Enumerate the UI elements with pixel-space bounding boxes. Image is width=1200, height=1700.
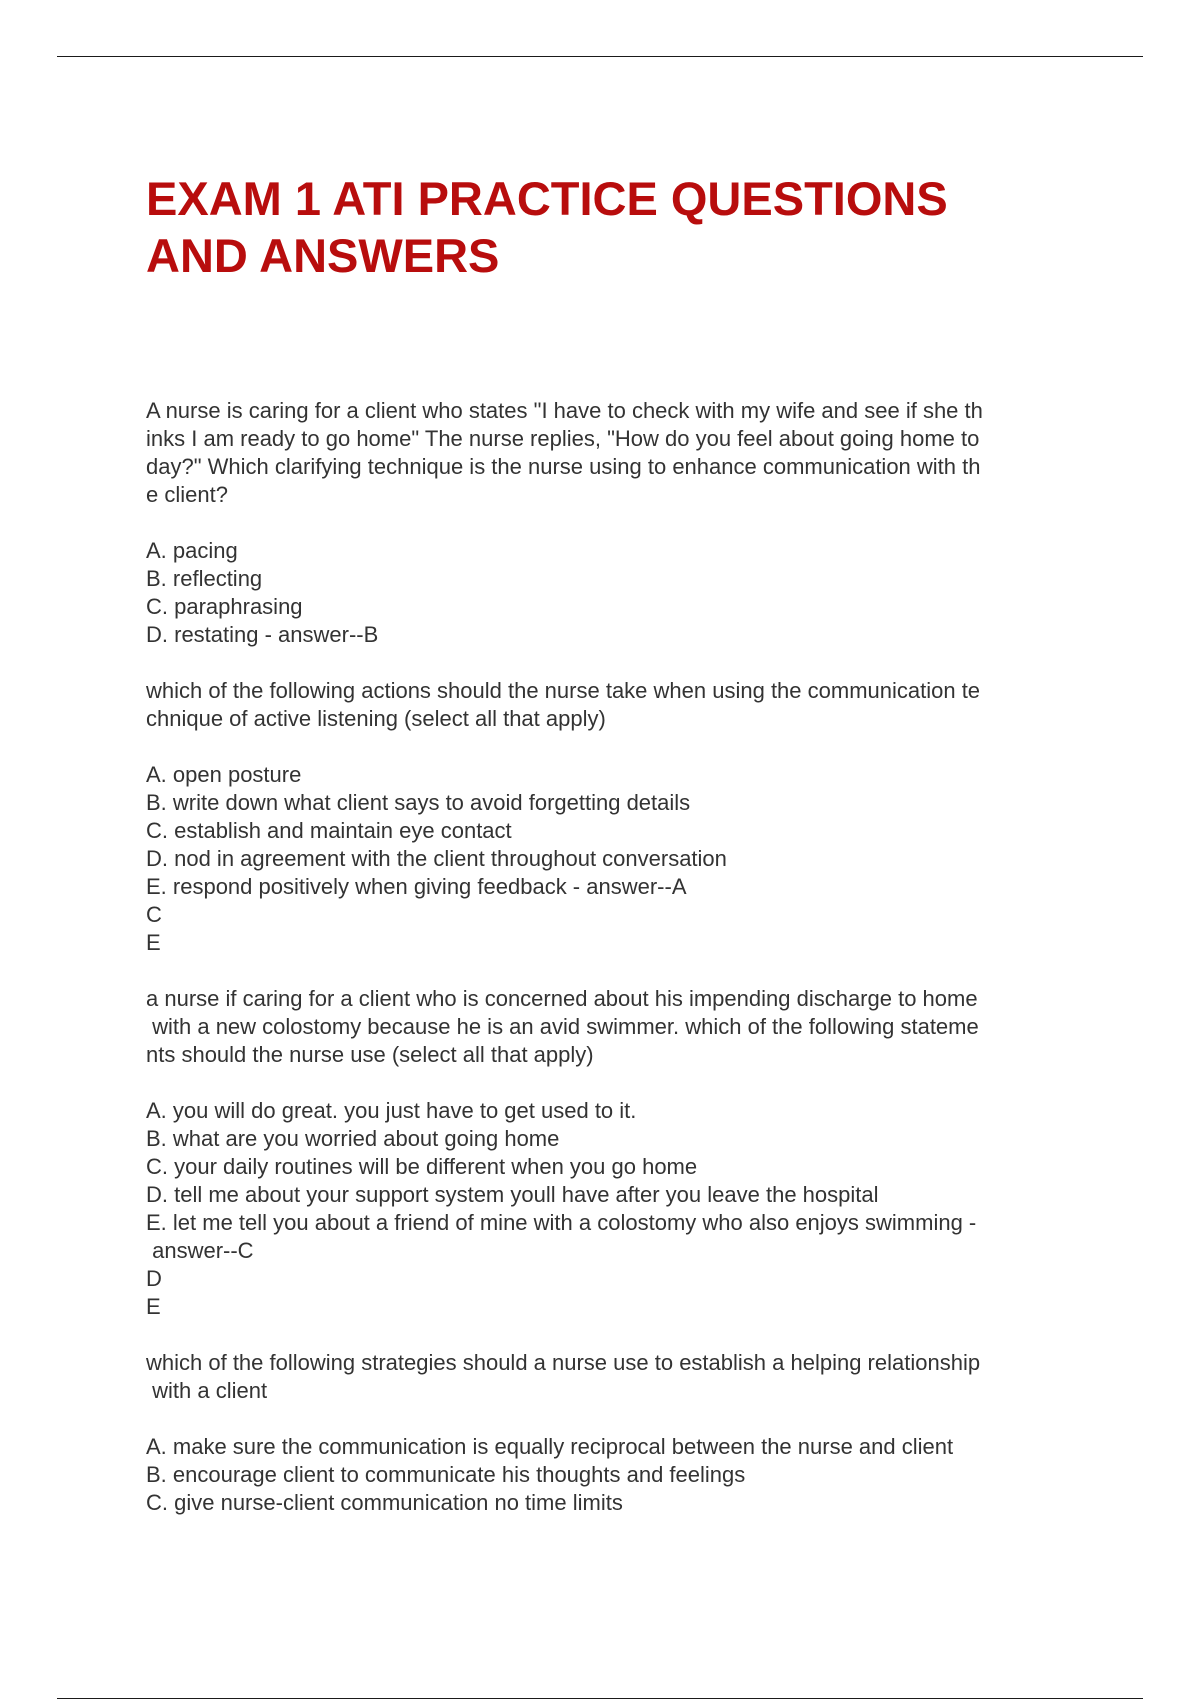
title-line: AND ANSWERS <box>146 229 500 282</box>
option-line: D <box>146 1266 162 1291</box>
text-line: with a client <box>146 1378 268 1403</box>
option-line: C. paraphrasing <box>146 594 303 619</box>
text-line: which of the following strategies should a nurse use to establish a helping relationship <box>146 1350 981 1375</box>
option-line: E <box>146 1294 161 1319</box>
option-line: C. your daily routines will be different when you go home <box>146 1154 698 1179</box>
text-line: inks I am ready to go home" The nurse replies, "How do you feel about going home to <box>146 426 980 451</box>
option-line: C. give nurse-client communication no time limits <box>146 1490 623 1515</box>
option-line: D. restating - answer--B <box>146 622 379 647</box>
question-stem <box>146 1349 1066 1405</box>
question-stem <box>146 397 1066 509</box>
question-stem <box>146 677 1066 733</box>
document-body <box>146 397 1066 1545</box>
text-line: e client? <box>146 482 228 507</box>
option-line: D. nod in agreement with the client throughout conversation <box>146 846 727 871</box>
text-line: with a new colostomy because he is an avid swimmer. which of the following stateme <box>146 1014 979 1039</box>
text-line: chnique of active listening (select all that apply) <box>146 706 606 731</box>
option-line: B. write down what client says to avoid forgetting details <box>146 790 691 815</box>
option-line: answer--C <box>146 1238 254 1263</box>
answer-options <box>146 1433 1066 1517</box>
document-title <box>146 170 1106 284</box>
option-line: B. what are you worried about going home <box>146 1126 560 1151</box>
option-line: B. encourage client to communicate his thoughts and feelings <box>146 1462 746 1487</box>
question-stem <box>146 985 1066 1069</box>
option-line: E. let me tell you about a friend of mine with a colostomy who also enjoys swimming - <box>146 1210 977 1235</box>
title-line: EXAM 1 ATI PRACTICE QUESTIONS <box>146 172 948 225</box>
answer-options <box>146 537 1066 649</box>
option-line: C. establish and maintain eye contact <box>146 818 512 843</box>
option-line: B. reflecting <box>146 566 263 591</box>
text-line: day?" Which clarifying technique is the nurse using to enhance communication with th <box>146 454 981 479</box>
text-line: A nurse is caring for a client who states "I have to check with my wife and see if she th <box>146 398 983 423</box>
option-line: A. make sure the communication is equally reciprocal between the nurse and client <box>146 1434 954 1459</box>
top-rule <box>57 56 1143 57</box>
text-line: nts should the nurse use (select all that apply) <box>146 1042 594 1067</box>
text-line: which of the following actions should the nurse take when using the communication te <box>146 678 981 703</box>
option-line: E. respond positively when giving feedback - answer--A <box>146 874 687 899</box>
option-line: C <box>146 902 162 927</box>
option-line: A. pacing <box>146 538 238 563</box>
option-line: A. open posture <box>146 762 302 787</box>
text-line: a nurse if caring for a client who is concerned about his impending discharge to home <box>146 986 978 1011</box>
option-line: D. tell me about your support system youll have after you leave the hospital <box>146 1182 879 1207</box>
bottom-rule <box>57 1698 1143 1699</box>
answer-options <box>146 1097 1066 1321</box>
option-line: E <box>146 930 161 955</box>
answer-options <box>146 761 1066 957</box>
option-line: A. you will do great. you just have to get used to it. <box>146 1098 637 1123</box>
